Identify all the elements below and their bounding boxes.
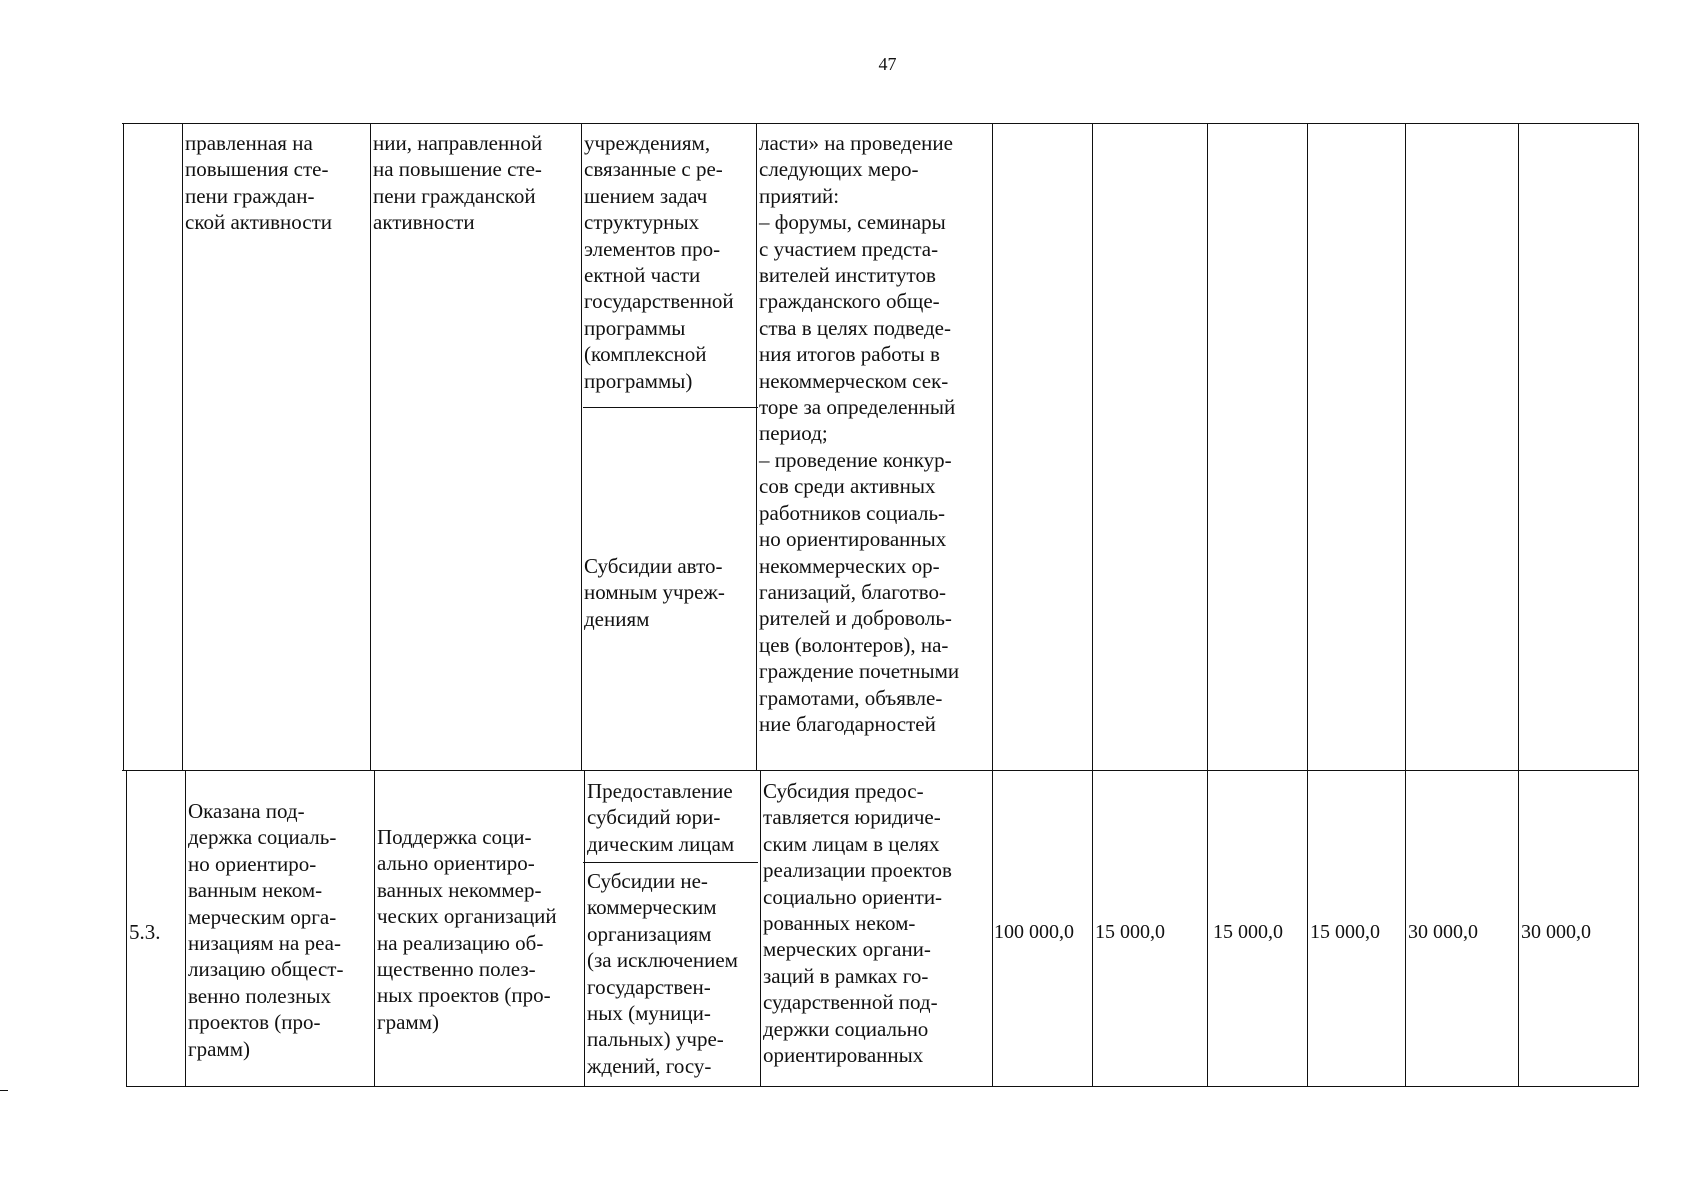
margin-mark <box>0 1090 8 1091</box>
row-type-bottom-cell: Субсидии не- коммерческим организациям (за исключением государствен- ных (муници- пальных) учре- ждений, госу- <box>587 869 738 1078</box>
row-event-cell: Поддержка соци- ально ориентиро- ванных некоммер- ческих организаций на реализацию об- щественно полез- ных проектов (про- грамм) <box>377 825 557 1034</box>
cont-event-cell: нии, направленной на повышение сте- пени гражданской активности <box>373 131 543 235</box>
subcell-divider-1 <box>583 407 758 408</box>
cont-type-top-cell: учреждениям, связанные с ре- шением задач структурных элементов про- ектной части государственной программы (комплексной программы) <box>584 131 734 393</box>
col-line-0 <box>123 123 124 770</box>
table-bottom-border <box>126 1086 1639 1087</box>
row-description-cell: Субсидия предос- тавляется юридиче- ским лицам в целях реализации проектов социально ориенти- рованных неком- мерческих органи- заций в рамках го- сударственной под- держки социально ориентированных <box>763 779 952 1068</box>
row-type-top-cell: Предоставление субсидий юри- дическим лицам <box>587 779 735 856</box>
value-year-1: 15 000,0 <box>1095 921 1165 943</box>
cont-description-cell: ласти» на проведение следующих меро- приятий: – форумы, семинары с участием предста- вителей институтов гражданского обще- ства в целях подведе- ния итогов работы в некоммерческом сек- торе за определенный период; – проведение конкур- сов среди активных работников социаль- но ориентированных некоммерческих ор- ганизаций, благотво- рителей и доброволь- цев (волонтеров), на- граждение почетными грамотами, объявле- ние благодарностей <box>759 131 960 736</box>
row-result-cell: Оказана под- держка социаль- но ориентиро- ванным неком- мерческим орга- низациям на реа- лизацию общест- венно полезных проектов (про- грамм) <box>188 799 344 1061</box>
page-number: 47 <box>878 54 897 74</box>
value-year-3: 15 000,0 <box>1310 921 1380 943</box>
row-divider <box>122 770 1639 771</box>
value-year-5: 30 000,0 <box>1521 921 1591 943</box>
table-right-border <box>1638 123 1639 1087</box>
table-top-border <box>122 123 1639 124</box>
cont-result-cell: правленная на повышения сте- пени граждан- ской активности <box>185 131 333 235</box>
subcell-divider-2 <box>583 862 758 863</box>
value-total: 100 000,0 <box>994 921 1074 943</box>
value-year-4: 30 000,0 <box>1408 921 1478 943</box>
cont-type-bottom-cell: Субсидии авто- номным учреж- дениям <box>584 554 725 631</box>
row-number-cell: 5.3. <box>129 920 161 944</box>
value-year-2: 15 000,0 <box>1213 921 1283 943</box>
